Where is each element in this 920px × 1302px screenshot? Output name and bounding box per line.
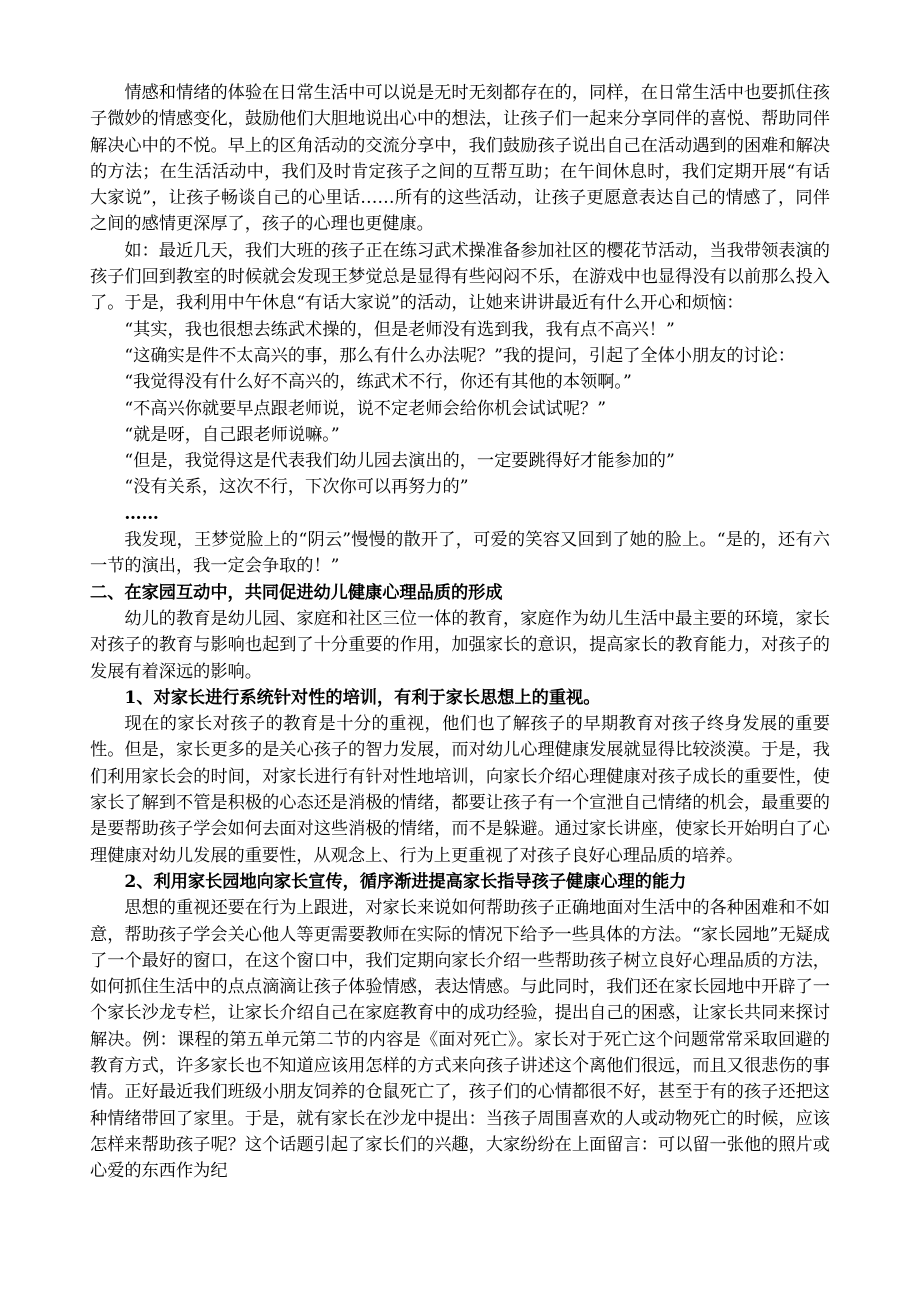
paragraph-training: 现在的家长对孩子的教育是十分的重视，他们也了解孩子的早期教育对孩子终身发展的重要性。但是，家长更多的是关心孩子的智力发展，而对幼儿心理健康发展就显得比较淡漠。于是，我们利用家长会的时间，对家长进行有针对性地培训，向家长介绍心理健康对孩子成长的重要性，使家长了解到不管是积极的心态还是消极的情绪，都要让孩子有一个宣泄自己情绪的机会，最重要的是要帮助孩子学会如何去面对这些消极的情绪，而不是躲避。通过家长讲座，使家长开始明白了心理健康对幼儿发展的重要性，从观念上、行为上更重视了对孩子良好心理品质的培养。 [90, 714, 830, 866]
section-heading: 二、在家园互动中，共同促进幼儿健康心理品质的形成 [90, 582, 503, 603]
paragraph-example-intro: 如：最近几天，我们大班的孩子正在练习武术操准备参加社区的樱花节活动，当我带领表演的孩子们回到教室的时候就会发现王梦觉总是显得有些闷闷不乐，在游戏中也显得没有以前那么投入了。于是，我利用中午休息“有话大家说”的活动，让她来讲讲最近有什么开心和烦恼： [90, 240, 830, 314]
dialogue-line: “这确实是件不太高兴的事，那么有什么办法呢？”我的提问，引起了全体小朋友的讨论： [124, 345, 796, 366]
paragraph-emotions: 情感和情绪的体验在日常生活中可以说是无时无刻都存在的，同样，在日常生活中也要抓住孩子微妙的情感变化，鼓励他们大胆地说出心中的想法，让孩子们一起来分享同伴的喜悦、帮助同伴解决心中的不悦。早上的区角活动的交流分享中，我们鼓励孩子说出自己在活动遇到的困难和解决的方法；在生活活动中，我们及时肯定孩子之间的互帮互助；在午间休息时，我们定期开展“有话大家说”，让孩子畅谈自己的心里话……所有的这些活动，让孩子更愿意表达自己的情感了，同伴之间的感情更深厚了，孩子的心理也更健康。 [90, 83, 830, 235]
paragraph-conclusion: 我发现，王梦觉脸上的“阴云”慢慢的散开了，可爱的笑容又回到了她的脸上。“是的，还有六一节的演出，我一定会争取的！” [90, 530, 830, 577]
subsection-heading-2: 2、利用家长园地向家长宣传，循序渐进提高家长指导孩子健康心理的能力 [124, 871, 687, 892]
dialogue-line: “不高兴你就要早点跟老师说，说不定老师会给你机会试试呢？” [124, 398, 607, 419]
dialogue-line: “其实，我也很想去练武术操的，但是老师没有选到我，我有点不高兴！” [124, 319, 675, 340]
subsection-heading-1: 1、对家长进行系统针对性的培训，有利于家长思想上的重视。 [124, 687, 601, 708]
dialogue-line: “就是呀，自己跟老师说嘛。” [124, 424, 340, 445]
dialogue-line: “但是，我觉得这是代表我们幼儿园去演出的，一定要跳得好才能参加的” [124, 451, 675, 472]
dialogue-line: “没有关系，这次不行，下次你可以再努力的” [124, 477, 469, 498]
dialogue-line: “我觉得没有什么好不高兴的，练武术不行，你还有其他的本领啊。” [124, 372, 632, 393]
ellipsis-line: …… [124, 503, 159, 524]
paragraph-family-education: 幼儿的教育是幼儿园、家庭和社区三位一体的教育，家庭作为幼儿生活中最主要的环境，家长对孩子的教育与影响也起到了十分重要的作用，加强家长的意识，提高家长的教育能力，对孩子的发展有着深远的影响。 [90, 608, 830, 682]
paragraph-parent-corner: 思想的重视还要在行为上跟进，对家长来说如何帮助孩子正确地面对生活中的各种困难和不如意，帮助孩子学会关心他人等更需要教师在实际的情况下给予一些具体的方法。“家长园地”无疑成了一个最好的窗口，在这个窗口中，我们定期向家长介绍一些帮助孩子树立良好心理品质的方法，如何抓住生活中的点点滴滴让孩子体验情感，表达情感。与此同时，我们还在家长园地中开辟了一个家长沙龙专栏，让家长介绍自己在家庭教育中的成功经验，提出自己的困惑，让家长共同来探讨解决。例：课程的第五单元第二节的内容是《面对死亡》。家长对于死亡这个问题常常采取回避的教育方式，许多家长也不知道应该用怎样的方式来向孩子讲述这个离他们很远，而且又很悲伤的事情。正好最近我们班级小朋友饲养的仓鼠死亡了，孩子们的心情都很不好，甚至于有的孩子还把这种情绪带回了家里。于是，就有家长在沙龙中提出：当孩子周围喜欢的人或动物死亡的时候，应该怎样来帮助孩子呢？这个话题引起了家长们的兴趣，大家纷纷在上面留言：可以留一张他的照片或心爱的东西作为纪 [90, 898, 830, 1182]
